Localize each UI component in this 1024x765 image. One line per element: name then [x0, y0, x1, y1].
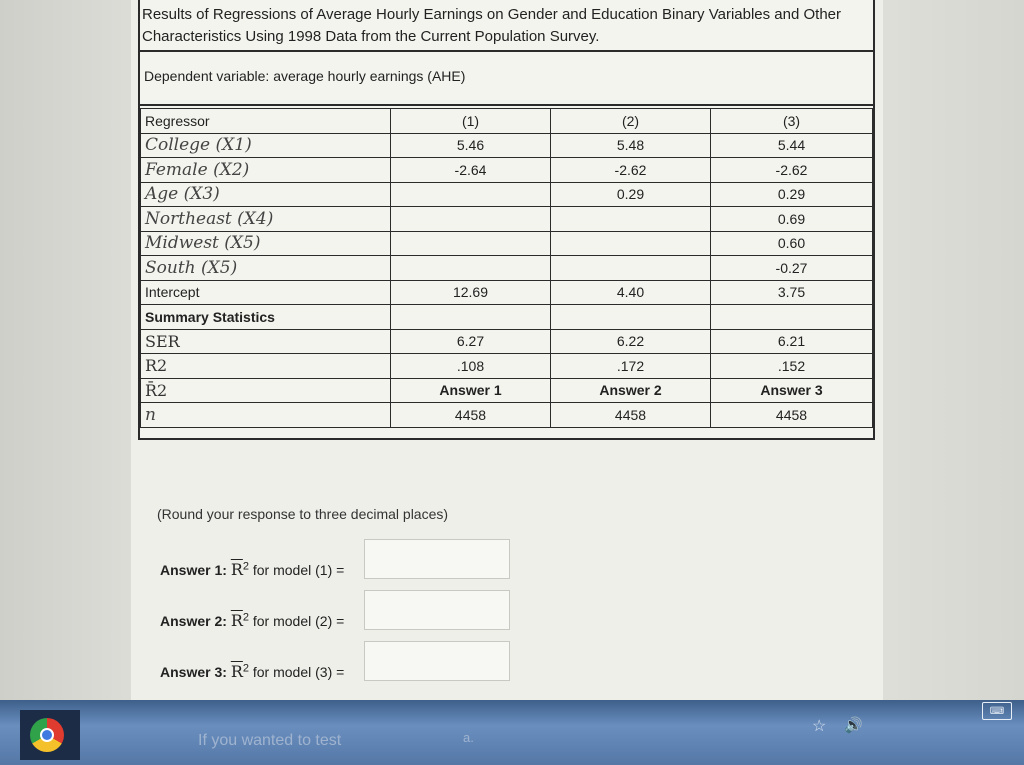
table-row: [141, 158, 873, 183]
cell: 6.27: [391, 329, 551, 354]
cell: -2.64: [391, 158, 551, 183]
cell: [551, 231, 711, 256]
table-row: [141, 182, 873, 207]
table-row: [141, 329, 873, 354]
cell: 0.29: [551, 182, 711, 207]
answer-1-row: [160, 560, 344, 579]
table-row: [141, 378, 873, 403]
answer-3-label: Answer 3:: [160, 664, 227, 680]
table-row: [141, 133, 873, 158]
cell: 12.69: [391, 280, 551, 305]
cell: 4458: [551, 403, 711, 428]
keyboard-icon[interactable]: ⌨: [982, 702, 1012, 720]
row-label: n: [141, 403, 391, 428]
answer-2-input[interactable]: [364, 590, 510, 630]
r-bar-squared-symbol: $\overline{R}$: [230, 662, 243, 681]
header-col-3: (3): [711, 109, 873, 134]
cell: [391, 182, 551, 207]
table-row: [141, 231, 873, 256]
answer-1-text: for model (1) =: [252, 562, 345, 578]
squared-superscript: 2: [242, 611, 249, 624]
cell: [551, 256, 711, 281]
table-header-row: [141, 109, 873, 134]
answer-3-text: for model (3) =: [252, 664, 345, 680]
header-col-1: (1): [391, 109, 551, 134]
cell: [551, 207, 711, 232]
taskbar-window-title[interactable]: If you wanted to test: [198, 732, 342, 749]
cell: [391, 256, 551, 281]
squared-superscript: 2: [242, 662, 249, 675]
chrome-icon: [30, 718, 64, 752]
cell: .108: [391, 354, 551, 379]
answer-2-text: for model (2) =: [252, 613, 345, 629]
cell: 6.21: [711, 329, 873, 354]
row-label: College (X1): [141, 133, 391, 158]
row-label: Age (X3): [141, 182, 391, 207]
row-label: Midwest (X5): [141, 231, 391, 256]
dependent-variable: Dependent variable: average hourly earnings (AHE): [140, 54, 873, 106]
table-title: Results of Regressions of Average Hourly Earnings on Gender and Education Binary Variables and Other Characteristics Using 1998 Data from the Current Population Survey.: [140, 4, 873, 52]
table-row: [141, 256, 873, 281]
cell: 0.69: [711, 207, 873, 232]
row-label: Female (X2): [141, 158, 391, 183]
cell: Answer 2: [551, 378, 711, 403]
row-label: R̄2: [141, 378, 391, 403]
instructions: (Round your response to three decimal places): [157, 506, 449, 522]
cell: 0.29: [711, 182, 873, 207]
answer-3-row: [160, 662, 344, 681]
row-label: Northeast (X4): [141, 207, 391, 232]
answer-1-label: Answer 1:: [160, 562, 227, 578]
answer-2-row: [160, 611, 344, 630]
cell: 4.40: [551, 280, 711, 305]
cell: [711, 305, 873, 330]
cell: 0.60: [711, 231, 873, 256]
cell: 6.22: [551, 329, 711, 354]
cell: 5.46: [391, 133, 551, 158]
row-label: Summary Statistics: [141, 305, 391, 330]
taskbar: [0, 700, 1024, 765]
taskbar-letter: a.: [463, 730, 474, 745]
cell: [391, 231, 551, 256]
table-row: [141, 305, 873, 330]
r-bar-squared-symbol: $\overline{R}$: [230, 560, 243, 579]
answer-1-input[interactable]: [364, 539, 510, 579]
cell: [391, 305, 551, 330]
cell: -0.27: [711, 256, 873, 281]
table-row: [141, 403, 873, 428]
row-label: R2: [141, 354, 391, 379]
star-icon[interactable]: ☆: [812, 718, 827, 735]
answer-3-input[interactable]: [364, 641, 510, 681]
cell: 4458: [711, 403, 873, 428]
row-label: South (X5): [141, 256, 391, 281]
header-col-2: (2): [551, 109, 711, 134]
cell: [551, 305, 711, 330]
cell: 4458: [391, 403, 551, 428]
answer-2-label: Answer 2:: [160, 613, 227, 629]
cell: 5.48: [551, 133, 711, 158]
table-row: [141, 207, 873, 232]
volume-icon[interactable]: 🔊: [844, 717, 863, 734]
cell: 3.75: [711, 280, 873, 305]
cell: -2.62: [551, 158, 711, 183]
table-row: [141, 354, 873, 379]
r-bar-squared-symbol: $\overline{R}$: [230, 611, 243, 630]
cell: 5.44: [711, 133, 873, 158]
row-label: SER: [141, 329, 391, 354]
header-regressor: Regressor: [141, 109, 391, 134]
cell: .172: [551, 354, 711, 379]
regression-table: [140, 108, 873, 428]
table-row: [141, 280, 873, 305]
cell: Answer 1: [391, 378, 551, 403]
cell: [391, 207, 551, 232]
cell: .152: [711, 354, 873, 379]
row-label: Intercept: [141, 280, 391, 305]
squared-superscript: 2: [242, 560, 249, 573]
cell: Answer 3: [711, 378, 873, 403]
cell: -2.62: [711, 158, 873, 183]
